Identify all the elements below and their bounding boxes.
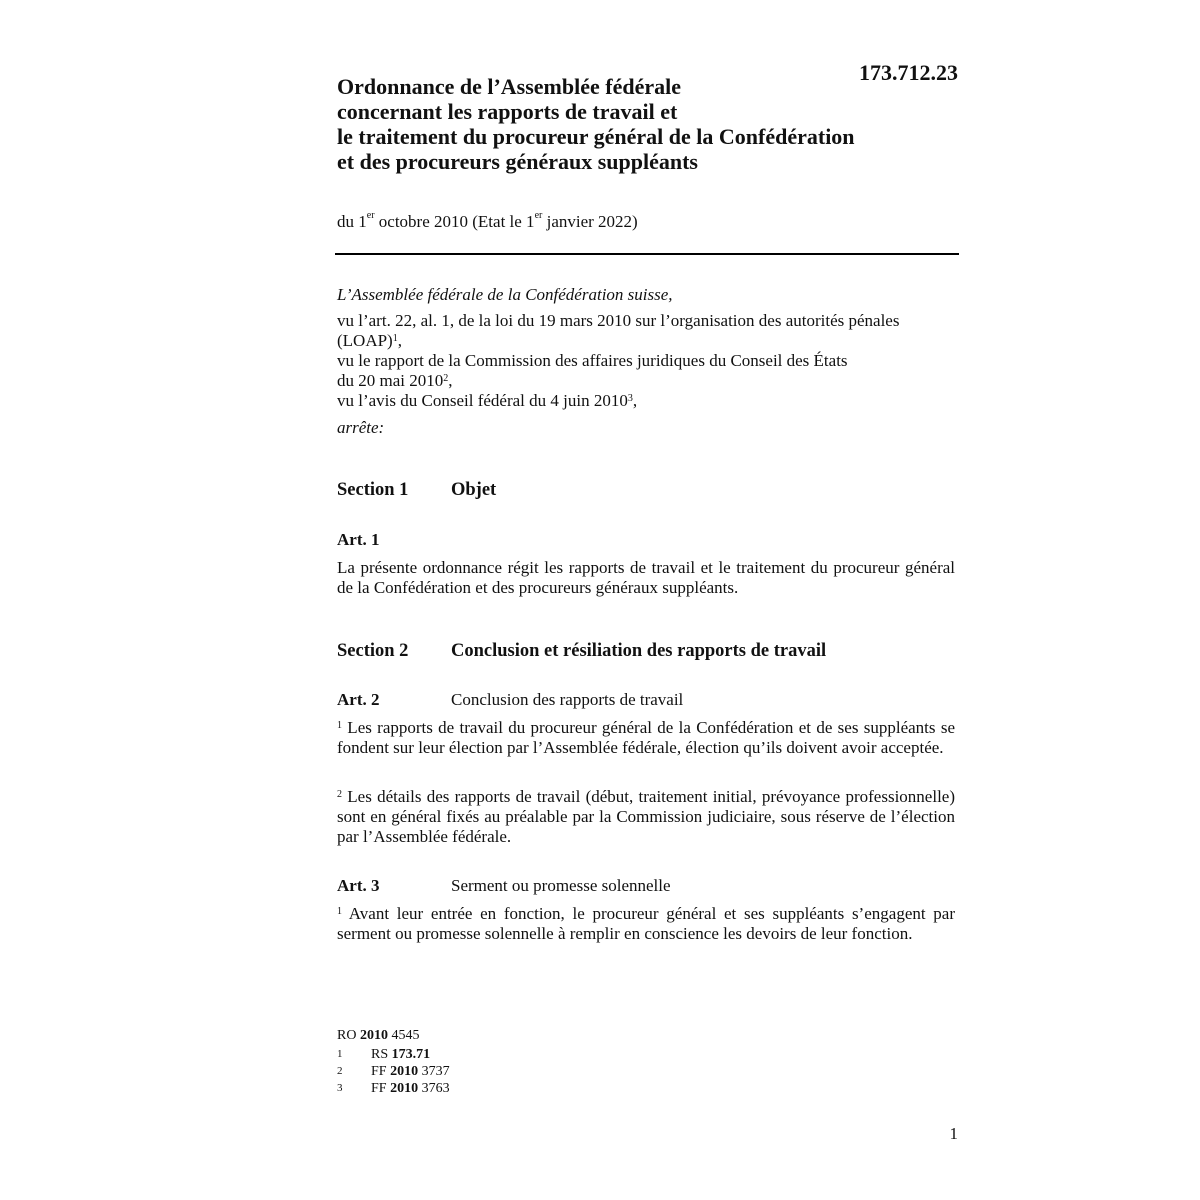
- art-1-text: La présente ordonnance régit les rapports de travail et le traitement du procureur général de la Confédération et des procureurs généraux suppléants.: [337, 558, 955, 597]
- header-divider: [335, 253, 959, 255]
- art-2-paragraph-2: $^2$ Les détails des rapports de travail (début, traitement initial, prévoyance professionnelle) sont en général fixés au préalable par la Commission judiciaire, sous réserve de l’élection par l’Assemblée fédérale.: [337, 787, 955, 846]
- paragraph-number: 2: [337, 789, 342, 800]
- section-2-heading: Section 2 Conclusion et résiliation des rapports de travail: [337, 641, 827, 661]
- preamble-body: [337, 311, 955, 411]
- preamble-line: vu l’avis du Conseil fédéral du 4 juin 2010$^3$,: [337, 391, 638, 410]
- page-number: 1: [949, 1124, 958, 1143]
- title-line: le traitement du procureur général de la Confédération: [337, 124, 855, 149]
- preamble-line: (LOAP)$^1$,: [337, 331, 402, 350]
- art-3-paragraph-1: $^1$ Avant leur entrée en fonction, le procureur général et ses suppléants s’engagent par serment ou promesse solennelle à remplir en conscience les devoirs de leur fonction.: [337, 904, 955, 943]
- paragraph-number: 1: [337, 720, 342, 731]
- art-1-heading: Art. 1: [337, 530, 380, 549]
- footnote-1: 1 RS 173.71: [337, 1047, 431, 1062]
- title-line: et des procureurs généraux suppléants: [337, 149, 698, 174]
- preamble-line: vu le rapport de la Commission des affaires juridiques du Conseil des États: [337, 351, 848, 370]
- sr-number: 173.712.23: [859, 60, 958, 85]
- footnote-2: 2 FF 2010 3737: [337, 1064, 450, 1079]
- date-text: du 1: [337, 212, 367, 231]
- preamble-intro: L’Assemblée fédérale de la Confédération suisse,: [337, 285, 673, 304]
- date-text: octobre 2010 (Etat le 1: [374, 212, 535, 231]
- official-compilation-ref: RO 2010 4545: [337, 1028, 420, 1043]
- footnote-ref[interactable]: 2: [443, 373, 449, 384]
- title-line: Ordonnance de l’Assemblée fédérale: [337, 74, 681, 99]
- document-title: [337, 74, 937, 174]
- preamble-arrete: arrête:: [337, 418, 385, 437]
- footnote-ref[interactable]: 1: [392, 333, 398, 344]
- date-sup: er: [534, 210, 543, 221]
- art-2-heading: Art. 2 Conclusion des rapports de travail: [337, 690, 684, 709]
- art-2-paragraph-1: $^1$ Les rapports de travail du procureur général de la Confédération et de ses suppléants se fondent sur leur élection par l’Assemblée fédérale, élection qu’ils doivent avoir acceptée.: [337, 718, 955, 757]
- preamble-line: vu l’art. 22, al. 1, de la loi du 19 mars 2010 sur l’organisation des autorités pénales: [337, 311, 900, 330]
- preamble-line: du 20 mai 2010$^2$,: [337, 371, 453, 390]
- date-text: janvier 2022): [542, 212, 638, 231]
- date-sup: er: [366, 210, 375, 221]
- title-line: concernant les rapports de travail et: [337, 99, 678, 124]
- footnote-3: 3 FF 2010 3763: [337, 1081, 450, 1096]
- document-date: [337, 212, 638, 232]
- paragraph-number: 1: [337, 906, 342, 917]
- art-3-heading: Art. 3 Serment ou promesse solennelle: [337, 876, 671, 895]
- section-1-heading: Section 1 Objet: [337, 480, 497, 500]
- footnote-ref[interactable]: 3: [627, 393, 633, 404]
